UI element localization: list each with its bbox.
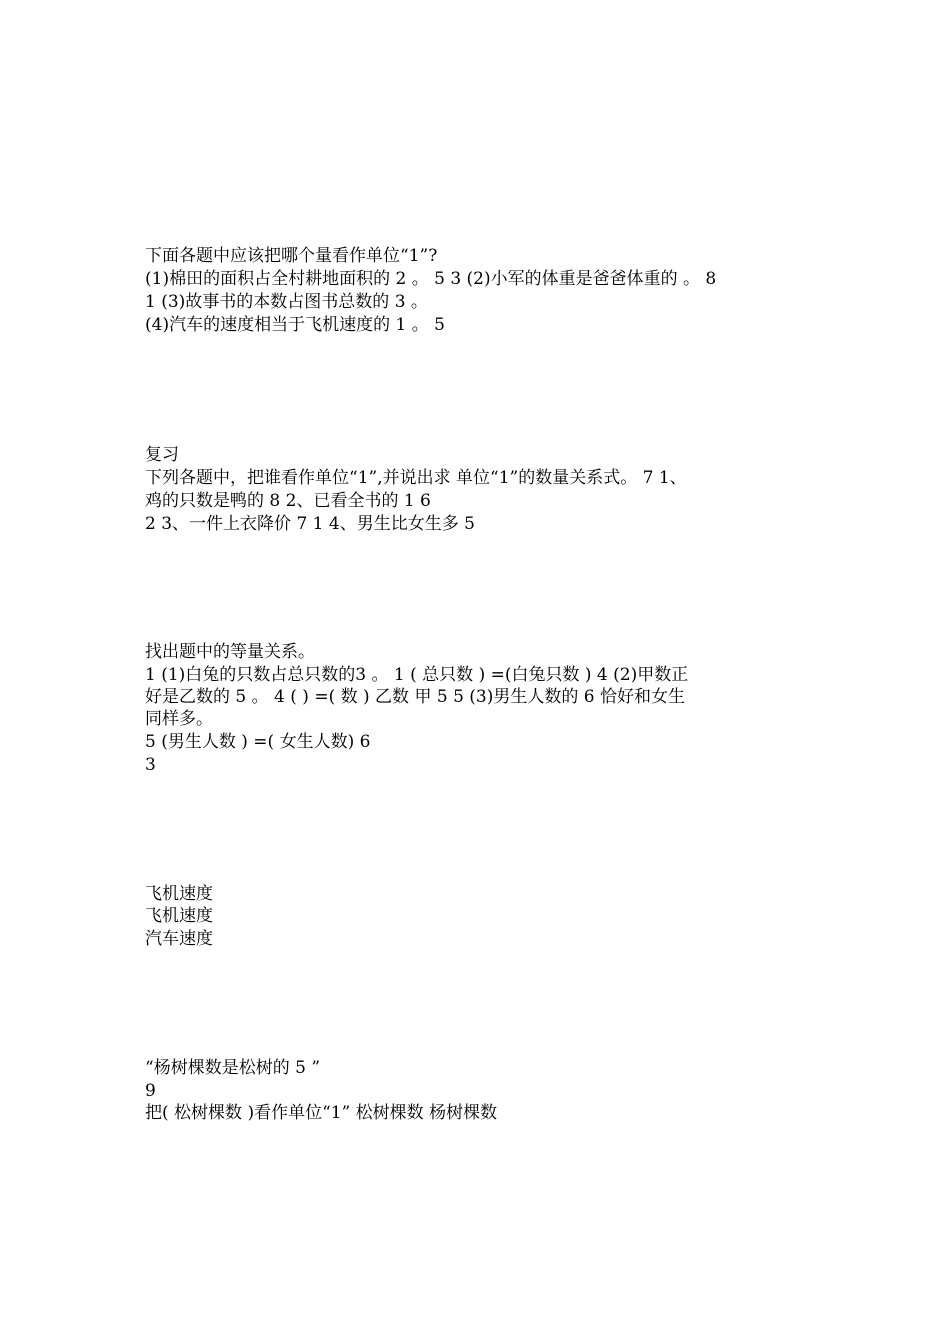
section2-heading: 复习 [145, 445, 179, 465]
section3-line-4: 同样多。 [145, 709, 213, 729]
section3-line-5: 5 (男生人数 ) =( 女生人数) 6 [145, 732, 371, 752]
section1-line-1: 下面各题中应该把哪个量看作单位“1”? [145, 246, 438, 266]
section2-line-3: 鸡的只数是鸭的 8 2、已看全书的 1 6 [145, 491, 431, 511]
section4-line-3: 汽车速度 [145, 929, 213, 949]
section2-line-4: 2 3、一件上衣降价 7 1 4、男生比女生多 5 [145, 514, 475, 534]
section3-heading: 找出题中的等量关系。 [145, 642, 315, 662]
section2-line-2: 下列各题中，把谁看作单位“1”,并说出求 单位“1”的数量关系式。 7 1、 [145, 468, 687, 488]
section4-line-2: 飞机速度 [145, 906, 213, 926]
section4-line-1: 飞机速度 [145, 884, 213, 904]
section1-line-2: (1)棉田的面积占全村耕地面积的 2 。 5 3 (2)小军的体重是爸爸体重的 。 8 [145, 269, 717, 289]
section3-line-2: 1 (1)白兔的只数占总只数的3 。 1 ( 总只数 ) =(白兔只数 ) 4 (2)甲数正 [145, 665, 689, 685]
section5-line-1: “杨树棵数是松树的 5 ” [145, 1058, 321, 1078]
section5-line-3: 把( 松树棵数 )看作单位“1” 松树棵数 杨树棵数 [145, 1103, 498, 1123]
section1-line-4: (4)汽车的速度相当于飞机速度的 1 。 5 [145, 315, 445, 335]
section3-line-3: 好是乙数的 5 。 4 ( ) =( 数 ) 乙数 甲 5 5 (3)男生人数的 6 恰好和女生 [145, 687, 685, 707]
section1-line-3: 1 (3)故事书的本数占图书总数的 3 。 [145, 292, 428, 312]
section3-line-6: 3 [145, 755, 156, 775]
section5-line-2: 9 [145, 1081, 156, 1101]
